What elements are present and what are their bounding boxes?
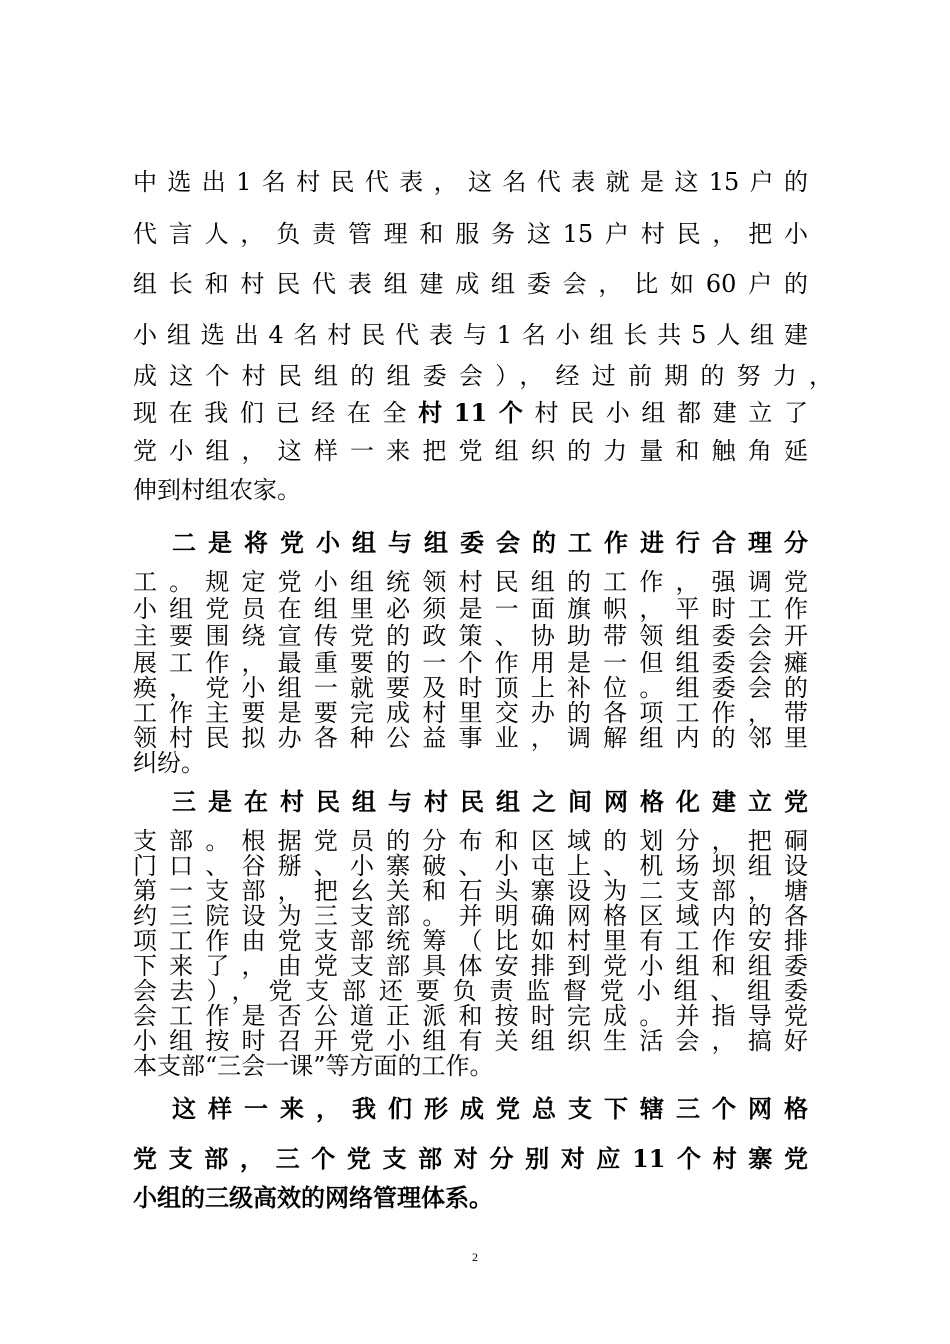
paragraph-3-line-5: 约三院设为三支部。并明确网格区域内的各 — [133, 902, 808, 930]
paragraph-3-line-6: 项工作由党支部统筹（比如村里有工作安排 — [133, 927, 808, 955]
paragraph-2-line-5: 展工作，最重要的一个作用是一但组委会瘫 — [133, 649, 808, 677]
paragraph-4-line-3: 小组的三级高效的网络管理体系。 — [133, 1183, 493, 1212]
paragraph-3-line-9: 会工作是否公道正派和按时完成。并指导党 — [133, 1002, 808, 1030]
emphasis-text: 村11个 — [418, 398, 535, 427]
paragraph-3-line-8: 会去），党支部还要负责监督党小组、组委 — [133, 977, 808, 1005]
paragraph-1-line-6 — [133, 398, 808, 428]
paragraph-2-line-7: 工作主要是要完成村里交办的各项工作，带 — [133, 699, 808, 727]
paragraph-3-line-4: 第一支部，把幺关和石头寨设为二支部，塘 — [133, 877, 808, 905]
paragraph-3-heading: 三是在村民组与村民组之间网格化建立党 — [172, 787, 808, 816]
paragraph-3-line-2: 支部。根据党员的分布和区域的划分，把硐 — [133, 827, 808, 855]
paragraph-1-line-3: 组长和村民代表组建成组委会，比如60户的 — [133, 270, 808, 298]
paragraph-1-line-8: 伸到村组农家。 — [133, 476, 301, 504]
paragraph-3-line-7: 下来了，由党支部具体安排到党小组和组委 — [133, 952, 808, 980]
paragraph-2-line-9: 纠纷。 — [133, 749, 205, 777]
paragraph-3-line-11: 本支部“三会一课”等方面的工作。 — [133, 1052, 494, 1080]
paragraph-1-line-1: 中选出1名村民代表，这名代表就是这15户的 — [133, 168, 808, 196]
page-number: 2 — [472, 1250, 478, 1264]
paragraph-1-line-2: 代言人，负责管理和服务这15户村民，把小 — [133, 220, 808, 248]
paragraph-2-line-6: 痪，党小组一就要及时顶上补位。组委会的 — [133, 674, 808, 702]
paragraph-2-line-2: 工。规定党小组统领村民组的工作，强调党 — [133, 568, 808, 596]
paragraph-1-line-7: 党小组，这样一来把党组织的力量和触角延 — [133, 437, 808, 465]
paragraph-3-line-10: 小组按时召开党小组有关组织生活会，搞好 — [133, 1027, 808, 1055]
paragraph-3-line-3: 门口、谷掰、小寨破、小屯上、机场坝组设 — [133, 852, 808, 880]
paragraph-2-line-3: 小组党员在组里必须是一面旗帜，平时工作 — [133, 595, 808, 623]
paragraph-1-line-4: 小组选出4名村民代表与1名小组长共5人组建 — [133, 321, 808, 349]
paragraph-4-line-2: 党支部，三个党支部对分别对应11个村寨党 — [133, 1144, 808, 1173]
paragraph-1-line-5: 成这个村民组的组委会），经过前期的努力， — [133, 362, 833, 390]
paragraph-2-heading: 二是将党小组与组委会的工作进行合理分 — [172, 528, 808, 557]
paragraph-2-line-4: 主要围绕宣传党的政策、协助带领组委会开 — [133, 622, 808, 650]
paragraph-1-line-6-text: 现在我们已经在全村11个村民小组都建立了 — [133, 398, 809, 427]
paragraph-4-line-1: 这样一来，我们形成党总支下辖三个网格 — [172, 1094, 808, 1123]
paragraph-2-line-8: 领村民拟办各种公益事业，调解组内的邻里 — [133, 724, 808, 752]
